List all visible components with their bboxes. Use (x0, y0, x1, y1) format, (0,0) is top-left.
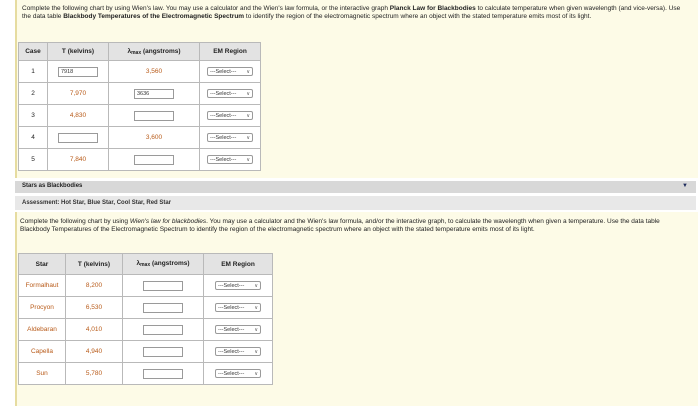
chevron-down-icon: ∨ (246, 112, 250, 119)
instructions-text: to calculate temperature when given wavelength (and vice-versa). Use the data table (22, 5, 681, 20)
case-number: 2 (19, 83, 48, 105)
em-region-select[interactable] (207, 133, 253, 142)
select-value: ---Select--- (210, 68, 237, 75)
em-region-select[interactable] (215, 281, 261, 290)
select-value: ---Select--- (218, 282, 245, 289)
assessment-text: Assessment: Hot Star, Blue Star, Cool Star, Red Star (22, 200, 172, 206)
table-row (19, 341, 273, 363)
lambda-cell (123, 341, 204, 363)
lambda-input[interactable] (143, 347, 183, 357)
star-name: Procyon (19, 297, 66, 319)
star-name: Sun (19, 363, 66, 385)
em-region-select[interactable] (215, 347, 261, 356)
chevron-down-icon: ∨ (246, 156, 250, 163)
chevron-down-icon: ∨ (246, 134, 250, 141)
table-row (19, 105, 261, 127)
temperature-value: 4,010 (66, 319, 123, 341)
em-region-cell (200, 149, 261, 171)
lambda-symbol: λ (136, 260, 141, 267)
instructions-text: Complete the following chart by using Wien's law. You may use a calculator and the Wien's law formula, or the interactive graph (22, 5, 388, 12)
table-row (19, 275, 273, 297)
header-lambda-max (123, 254, 204, 275)
select-value: ---Select--- (210, 90, 237, 97)
lambda-subscript: max (131, 49, 142, 56)
em-region-select[interactable] (215, 325, 261, 334)
table-row (19, 149, 261, 171)
header-em-region: EM Region (200, 43, 261, 61)
lambda-cell (109, 105, 200, 127)
lambda-cell (123, 297, 204, 319)
table-row (19, 363, 273, 385)
em-region-cell (204, 363, 273, 385)
temperature-cell (48, 105, 109, 127)
em-region-cell (204, 297, 273, 319)
header-lambda-max (109, 43, 200, 61)
lambda-input[interactable] (143, 325, 183, 335)
lambda-input[interactable] (134, 155, 174, 165)
lambda-subscript: max (140, 262, 151, 268)
header-star: Star (19, 254, 66, 275)
chevron-down-icon: ∨ (254, 348, 258, 355)
select-value: ---Select--- (218, 370, 245, 377)
em-region-cell (204, 341, 273, 363)
stars-table (18, 253, 273, 385)
temperature-value: 8,200 (66, 275, 123, 297)
case-number: 1 (19, 61, 48, 83)
wien-law-link[interactable]: Wien's law for blackbodies (129, 218, 207, 225)
temperature-value: 5,780 (66, 363, 123, 385)
select-value: ---Select--- (210, 134, 237, 141)
temperature-value: 4,940 (66, 341, 123, 363)
lambda-cell (109, 83, 200, 105)
chevron-down-icon: ∨ (254, 304, 258, 311)
temperature-input[interactable]: 7918 (58, 67, 98, 77)
temperature-cell (48, 127, 109, 149)
star-name: Formalhaut (19, 275, 66, 297)
lambda-symbol: λ (127, 47, 132, 55)
em-region-select[interactable] (215, 369, 261, 378)
lambda-cell (123, 275, 204, 297)
chevron-down-icon: ∨ (254, 370, 258, 377)
wien-law-table (18, 42, 261, 171)
table-row (19, 127, 261, 149)
table-row (19, 319, 273, 341)
em-region-cell (200, 127, 261, 149)
em-region-cell (200, 83, 261, 105)
instructions-part1 (22, 5, 687, 21)
lambda-input[interactable] (134, 111, 174, 121)
header-em-region: EM Region (204, 254, 273, 275)
em-region-select[interactable] (207, 89, 253, 98)
em-region-cell (204, 319, 273, 341)
temperature-cell (48, 61, 109, 83)
select-value: ---Select--- (218, 304, 245, 311)
table-row (19, 61, 261, 83)
lambda-unit: (angstroms) (151, 260, 190, 267)
temperature-value: 7,970 (69, 90, 87, 97)
lambda-cell (109, 149, 200, 171)
chevron-down-icon: ∨ (254, 326, 258, 333)
lambda-value: 3,560 (145, 68, 163, 75)
chevron-down-icon: ∨ (254, 282, 258, 289)
select-value: ---Select--- (210, 112, 237, 119)
lambda-input[interactable]: 3636 (134, 89, 174, 99)
instructions-text: . You may use a calculator and the Wien's law formula, and/or the interactive graph, to calculate the wavelength when given a temperature. Use the data table Blackbody Temperatures of the Electromagnetic Spectrum to identify the region of the electromagnetic spectrum where an object with the stated temperature emits most of its light. (20, 218, 660, 233)
table-row (19, 297, 273, 319)
lambda-cell (109, 61, 200, 83)
table-row (19, 83, 261, 105)
instructions-text: Complete the following chart by using (20, 218, 129, 225)
lambda-cell (123, 319, 204, 341)
planck-law-link[interactable]: Planck Law for Blackbodies (389, 5, 476, 12)
triangle-down-icon[interactable]: ▼ (682, 183, 688, 189)
section-bar[interactable] (15, 181, 696, 193)
select-value: ---Select--- (218, 348, 245, 355)
temperature-input[interactable] (58, 133, 98, 143)
lambda-input[interactable] (143, 303, 183, 313)
header-temperature: T (kelvins) (48, 43, 109, 61)
assessment-bar (15, 196, 696, 210)
select-value: ---Select--- (218, 326, 245, 333)
case-number: 5 (19, 149, 48, 171)
section-title: Stars as Blackbodies (22, 183, 83, 189)
lambda-input[interactable] (143, 281, 183, 291)
em-region-cell (200, 105, 261, 127)
header-case: Case (19, 43, 48, 61)
em-region-cell (204, 275, 273, 297)
em-region-select[interactable] (207, 155, 253, 164)
instructions-part2 (20, 218, 688, 234)
em-region-cell (200, 61, 261, 83)
lambda-input[interactable] (143, 369, 183, 379)
lambda-cell (109, 127, 200, 149)
star-name: Aldebaran (19, 319, 66, 341)
lambda-cell (123, 363, 204, 385)
em-region-select[interactable] (207, 67, 253, 76)
chevron-down-icon: ∨ (246, 90, 250, 97)
temperature-cell (48, 149, 109, 171)
select-value: ---Select--- (210, 156, 237, 163)
instructions-text: to identify the region of the electromagnetic spectrum where an object with the stated temperature emits most of its light. (245, 13, 592, 20)
em-region-select[interactable] (207, 111, 253, 120)
case-number: 4 (19, 127, 48, 149)
temperature-cell (48, 83, 109, 105)
em-region-select[interactable] (215, 303, 261, 312)
temperature-value: 7,840 (69, 156, 87, 163)
header-temperature: T (kelvins) (66, 254, 123, 275)
star-name: Capella (19, 341, 66, 363)
temperature-value: 4,830 (69, 112, 87, 119)
case-number: 3 (19, 105, 48, 127)
temperature-value: 6,530 (66, 297, 123, 319)
data-table-link[interactable]: Blackbody Temperatures of the Electromagnetic Spectrum (63, 13, 245, 20)
chevron-down-icon: ∨ (246, 68, 250, 75)
lambda-value: 3,600 (145, 134, 163, 141)
lambda-unit: (angstroms) (142, 47, 181, 55)
